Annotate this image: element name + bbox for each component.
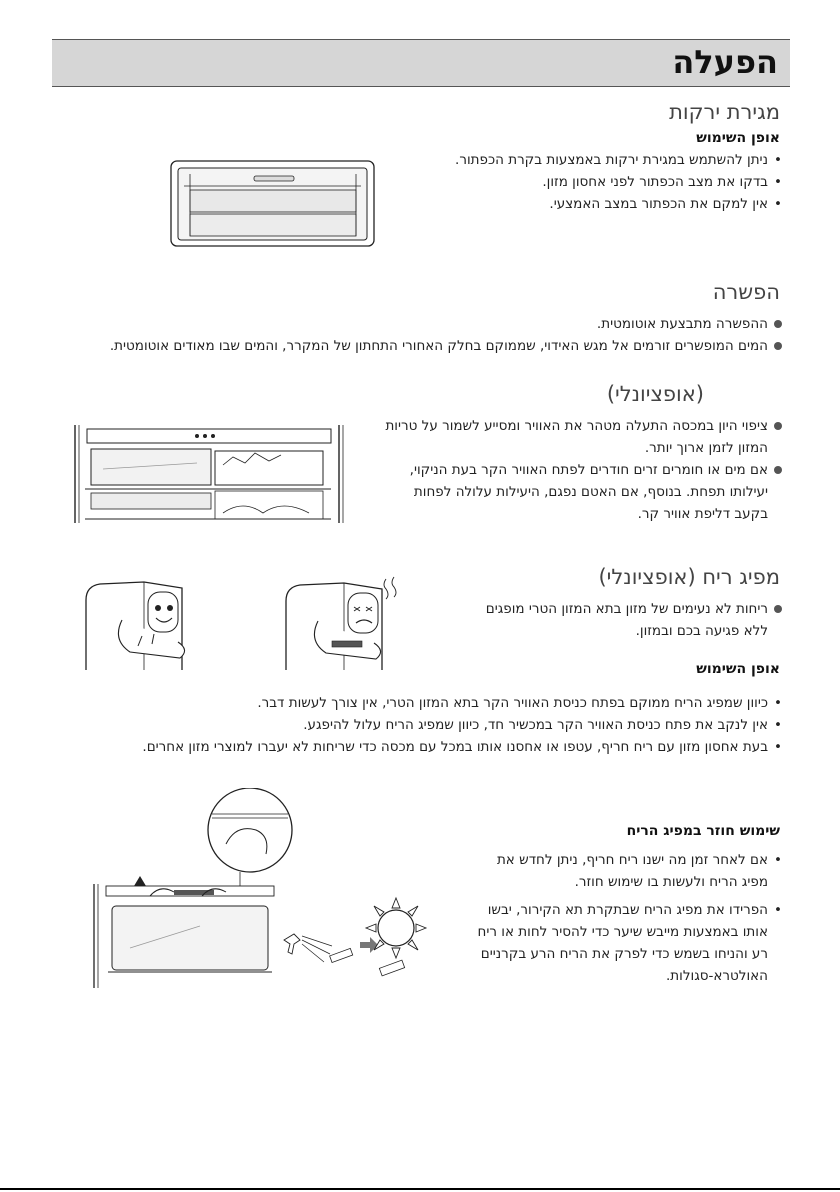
list-item: • כיוון שמפיג הריח ממוקם בפתח כניסת האוויר הקר בתא המזון הטרי, אין צורך לעשות דבר. bbox=[257, 695, 782, 711]
deodorizer-list bbox=[482, 598, 782, 642]
list-item: ההפשרה מתבצעת אוטומטית. bbox=[62, 313, 782, 335]
page-header bbox=[52, 39, 790, 87]
reuse-list bbox=[472, 849, 782, 987]
list-item: • ניתן להשתמש במגירת ירקות באמצעות בקרת הכפתור. bbox=[455, 152, 782, 168]
page-title: הפעלה bbox=[672, 43, 778, 81]
deodorizer-title: מפיג ריח (אופציונלי) bbox=[598, 565, 780, 589]
deodorizer-usage-title: אופן השימוש bbox=[696, 661, 780, 677]
list-item: ציפוי היון במכסה התעלה מטהר את האוויר ומסייע לשמור על טריות המזון לזמן ארוך יותר. bbox=[382, 415, 782, 459]
vegetable-title: מגירת ירקות bbox=[669, 100, 780, 124]
list-item: • אם לאחר זמן מה ישנו ריח חריף, ניתן לחדש את מפיג הריח ולעשות בו שימוש חוזר. bbox=[496, 852, 782, 890]
bottom-rule bbox=[0, 1188, 840, 1190]
defrost-list bbox=[62, 313, 782, 357]
reuse-title: שימוש חוזר במפיג הריח bbox=[626, 823, 780, 839]
list-item: אם מים או חומרים זרים חודרים לפתח האוויר הקר בעת הניקוי, יעילותו תפחת. בנוסף, אם האטם נפגם, היעילות עלולה לפחות בקעב דליפת אוויר קר. bbox=[382, 459, 782, 525]
list-item: • אין לנקב את פתח כניסת האוויר הקר במכשיר חד, כיוון שמפיג הריח עלול להיפגע. bbox=[303, 717, 782, 733]
happy-fridge-illustration bbox=[82, 580, 200, 670]
list-item: • הפרידו את מפיג הריח שבתקרת תא הקירור, יבשו אותו באמצעות מייבש שיער כדי להסיר לחות או ריח רע והניחו בשמש כדי לפרק את הריח הרע בקרניים האולטרא-סגולות. bbox=[477, 902, 782, 984]
vegetable-drawer-illustration bbox=[170, 160, 375, 247]
vegetable-list bbox=[362, 149, 782, 215]
deodorizer-reuse-illustration bbox=[90, 788, 430, 988]
list-item: • בדקו את מצב הכפתור לפני אחסון מזון. bbox=[542, 174, 782, 190]
list-item: ריחות לא נעימים של מזון בתא המזון הטרי מופגים ללא פגיעה בכם ובמזון. bbox=[482, 598, 782, 642]
deodorizer-usage-list bbox=[62, 692, 782, 758]
vegetable-subtitle: אופן השימוש bbox=[696, 130, 780, 146]
list-item: • אין למקם את הכפתור במצב האמצעי. bbox=[549, 196, 782, 212]
optional-title: (אופציונלי) bbox=[606, 382, 704, 406]
list-item: המים המופשרים זורמים אל מגש האידוי, שממוקם בחלק האחורי התחתון של המקרר, והמים שבו מאודים אוטומטית. bbox=[62, 335, 782, 357]
list-item: • בעת אחסון מזון עם ריח חריף, עטפו או אחסנו אותו במכל עם מכסה כדי שריחות לא יעברו למוצרי מזון אחרים. bbox=[142, 739, 782, 755]
fridge-interior-illustration bbox=[73, 425, 345, 523]
optional-list bbox=[382, 415, 782, 525]
stinky-fridge-illustration bbox=[282, 575, 400, 670]
defrost-title: הפשרה bbox=[712, 280, 780, 304]
